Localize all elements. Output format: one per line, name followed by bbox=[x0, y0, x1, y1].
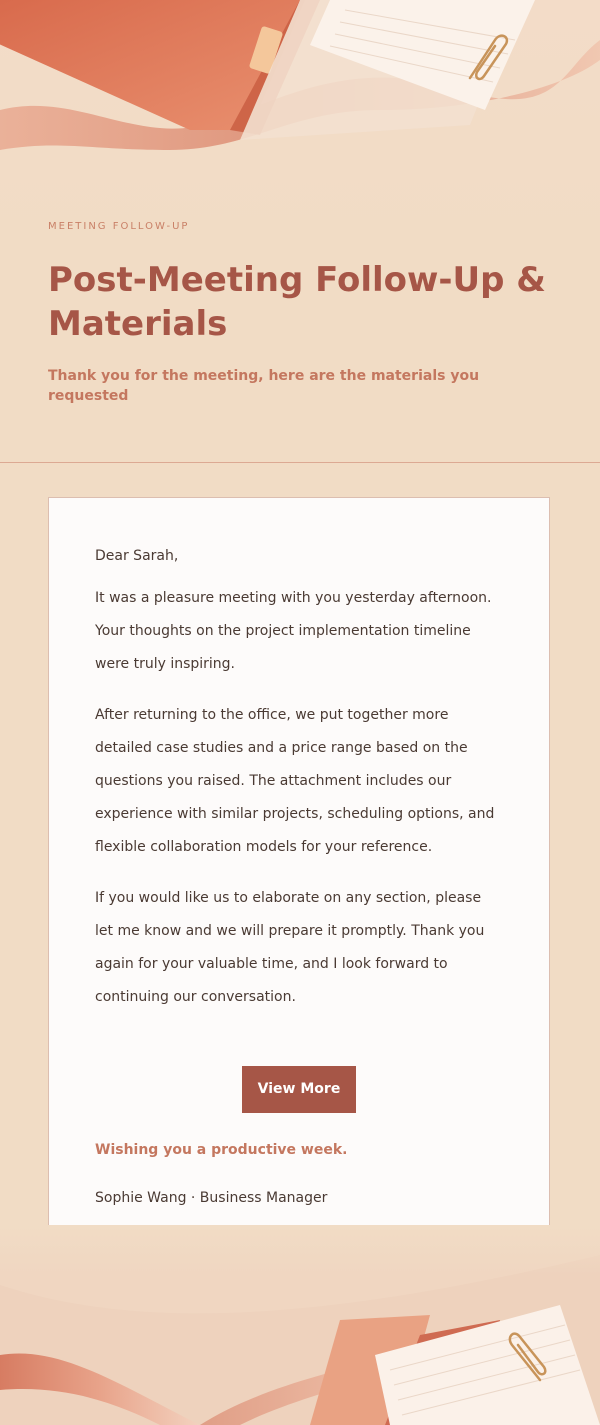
body-paragraph: It was a pleasure meeting with you yesterday afternoon. Your thoughts on the project implementation timeline were truly inspiring. bbox=[95, 590, 492, 672]
signature: Sophie Wang · Business Manager bbox=[95, 1190, 328, 1206]
header-illustration bbox=[0, 0, 600, 240]
section-divider bbox=[0, 462, 600, 463]
eyebrow-label: MEETING FOLLOW-UP bbox=[48, 221, 190, 232]
body-paragraph: After returning to the office, we put together more detailed case studies and a price range based on the questions you raised. The attachment includes our experience with similar projects, scheduling options, and flexible collaboration models for your reference. bbox=[95, 707, 495, 855]
greeting: Dear Sarah, bbox=[95, 548, 179, 564]
footer-illustration bbox=[0, 1225, 600, 1425]
hero-section bbox=[48, 220, 558, 406]
page-title: Post-Meeting Follow-Up & Materials bbox=[48, 260, 546, 344]
footer-illustration-svg bbox=[0, 1225, 600, 1425]
letter-card bbox=[48, 497, 550, 1277]
page-subtitle: Thank you for the meeting, here are the materials you requested bbox=[48, 368, 480, 404]
closing-line: Wishing you a productive week. bbox=[95, 1142, 348, 1158]
view-more-button[interactable]: View More bbox=[242, 1066, 356, 1113]
header-illustration-svg bbox=[0, 0, 600, 240]
cta-container bbox=[95, 1066, 503, 1113]
body-paragraph: If you would like us to elaborate on any section, please let me know and we will prepare it promptly. Thank you again for your valuable time, and I look forward to continuing our conversation. bbox=[95, 890, 485, 1005]
